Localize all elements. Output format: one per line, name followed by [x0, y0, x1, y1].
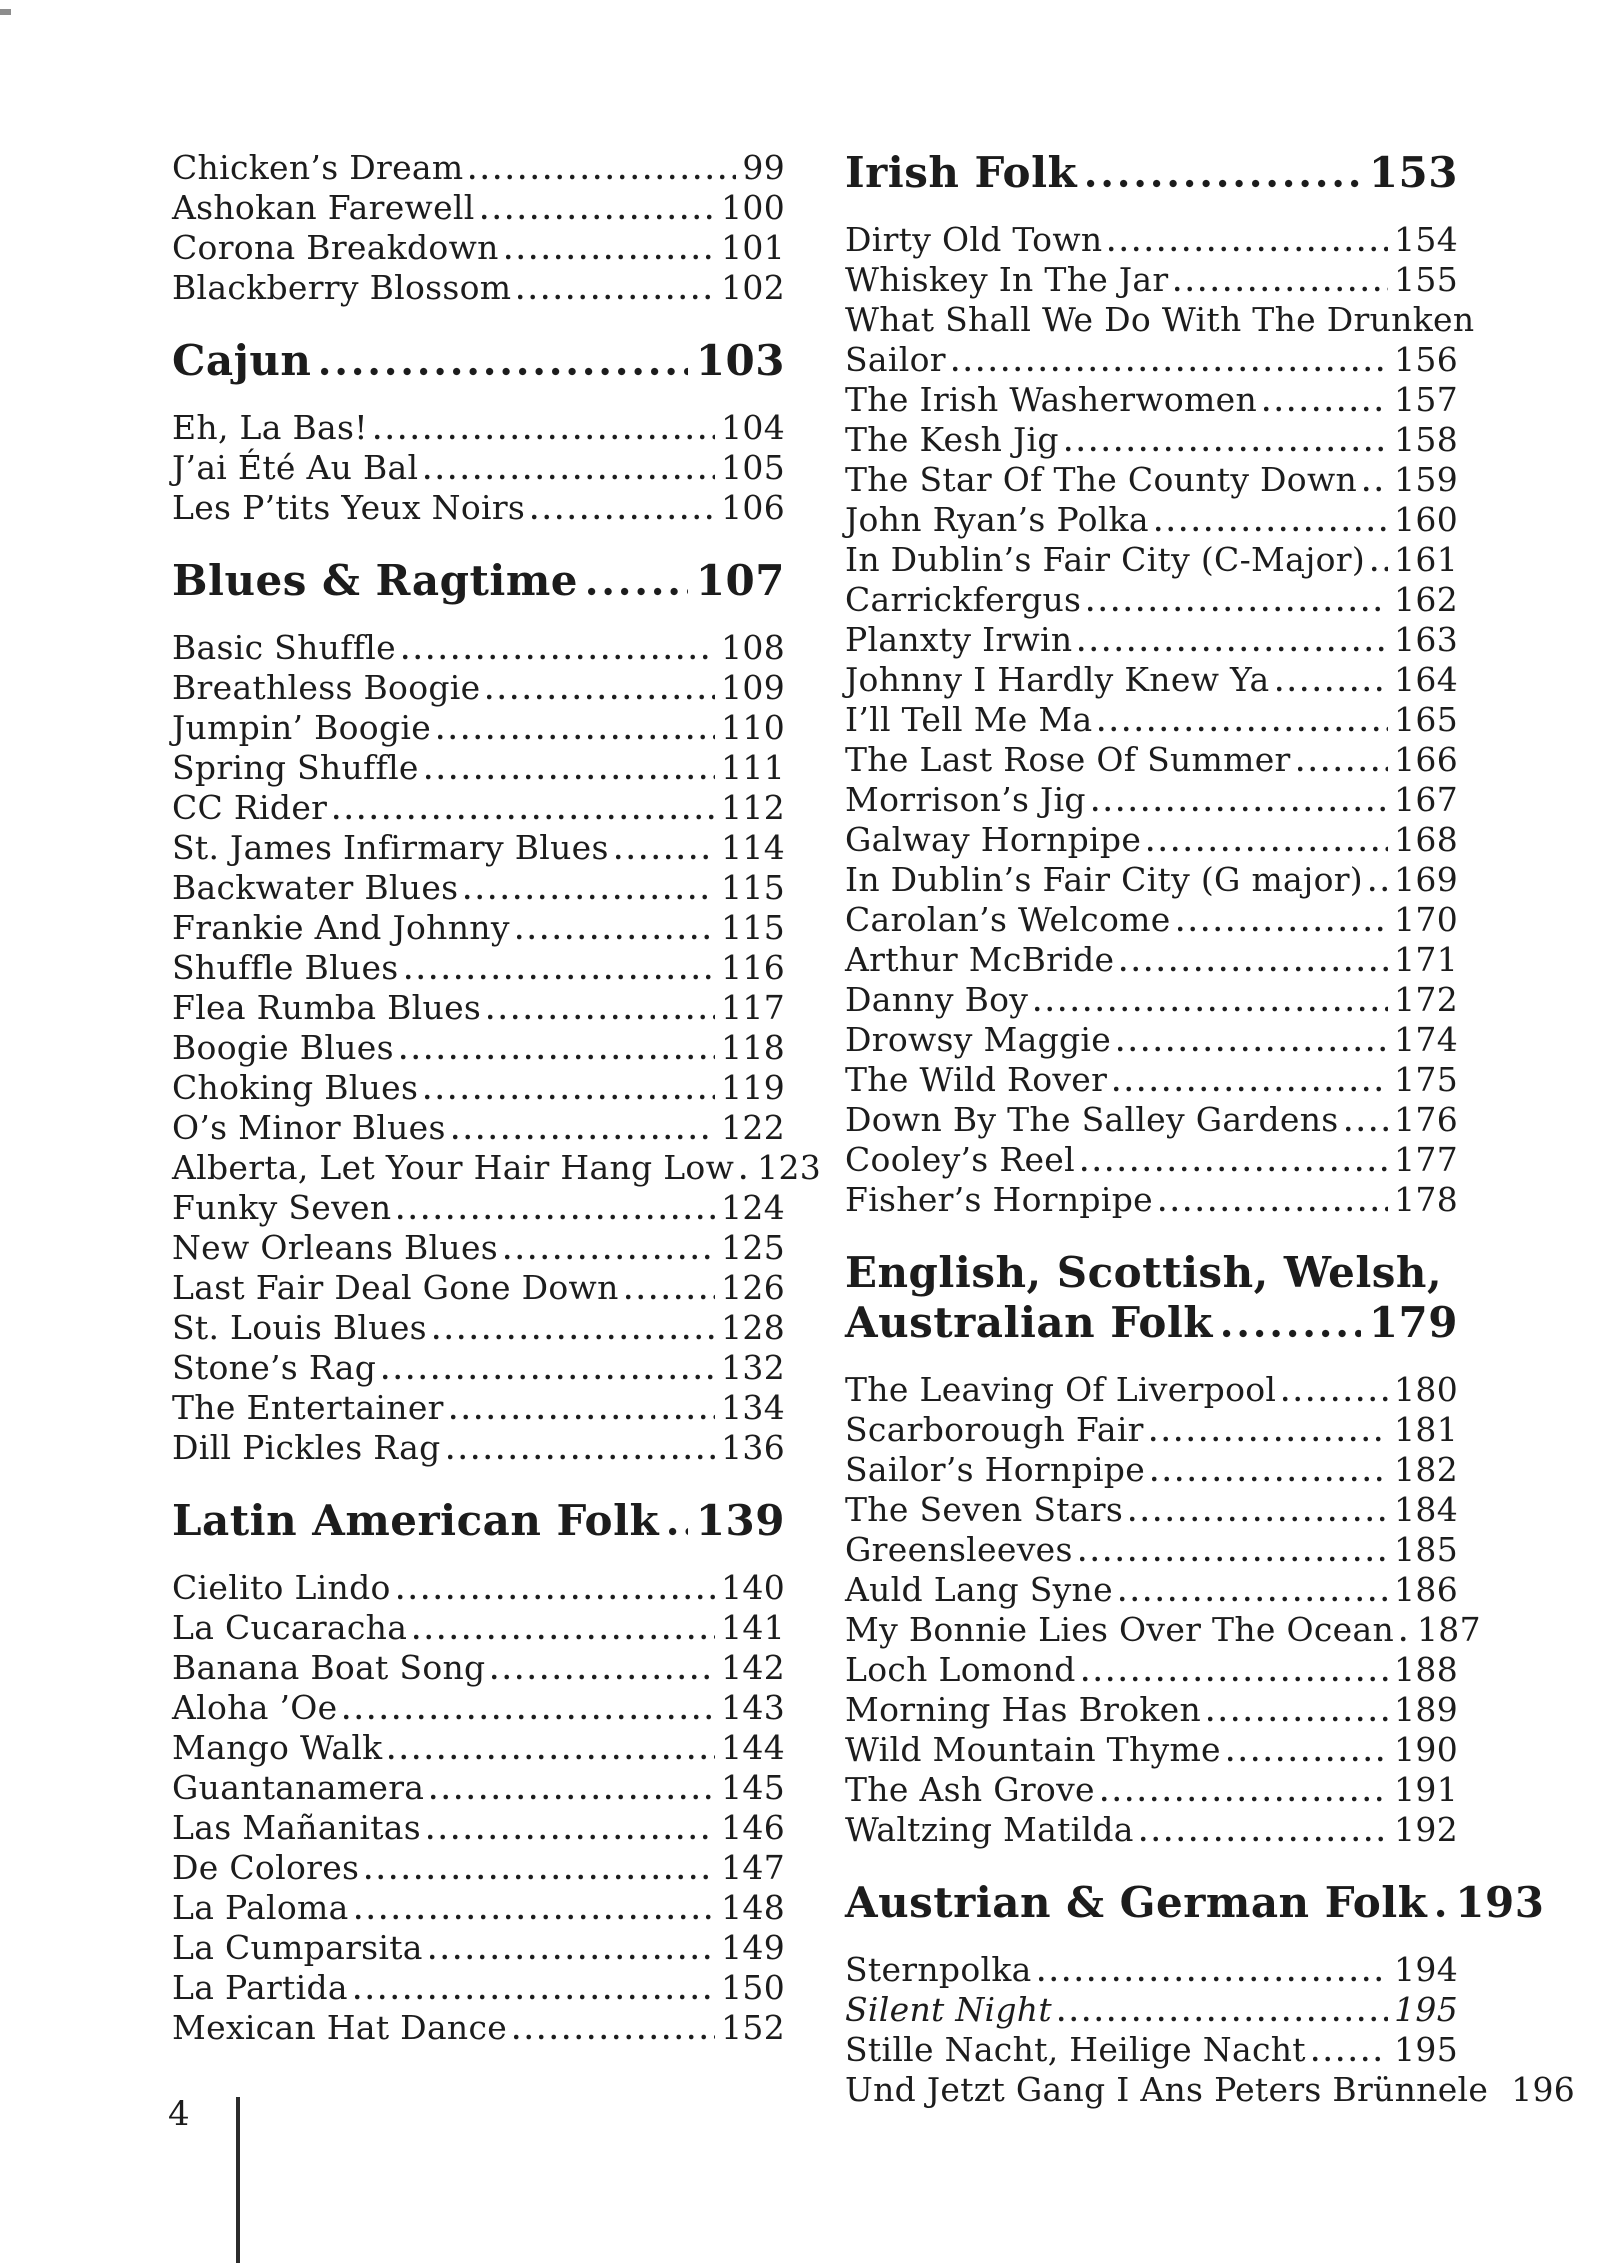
entry-page-number: 115	[721, 868, 785, 907]
entry-page-number: 164	[1394, 660, 1458, 699]
toc-entry	[845, 1950, 1458, 1990]
entry-page-number: 168	[1394, 820, 1458, 859]
section-title: Austrian & German Folk	[845, 1878, 1428, 1927]
entry-title: Sailor	[845, 340, 946, 379]
toc-entry	[172, 1308, 785, 1348]
entry-page-number: 191	[1394, 1770, 1458, 1809]
entry-page-number: 170	[1394, 900, 1458, 939]
entry-page-number: 187	[1417, 1610, 1481, 1649]
section-title: Irish Folk	[845, 148, 1078, 197]
entry-title: Waltzing Matilda	[845, 1810, 1134, 1849]
section-entries	[172, 408, 785, 528]
entry-page-number: 123	[757, 1148, 822, 1187]
entry-page-number: 148	[721, 1888, 785, 1927]
entry-title: Sailor’s Hornpipe	[845, 1450, 1146, 1489]
section-heading-line	[172, 336, 785, 386]
entry-page-number: 165	[1394, 700, 1458, 739]
entry-page-number: 181	[1394, 1410, 1458, 1449]
entry-page-number: 104	[721, 408, 785, 447]
entry-page-number: 136	[721, 1428, 785, 1467]
entry-title: J’ai Été Au Bal	[172, 448, 419, 487]
section-title: Australian Folk	[845, 1298, 1213, 1347]
section-heading	[845, 148, 1458, 198]
entry-title: John Ryan’s Polka	[845, 500, 1149, 539]
entry-page-number: 117	[721, 988, 785, 1027]
entry-page-number: 180	[1394, 1370, 1458, 1409]
entry-page-number: 116	[721, 948, 785, 987]
section-page-number: 107	[695, 556, 785, 605]
toc-entry	[845, 500, 1458, 540]
entry-page-number: 132	[721, 1348, 785, 1387]
toc-entry	[172, 628, 785, 668]
entry-page-number: 152	[721, 2008, 785, 2047]
entry-page-number: 159	[1394, 460, 1458, 499]
toc-entry	[172, 1768, 785, 1808]
section-heading-line	[845, 148, 1458, 198]
entry-title: Ashokan Farewell	[172, 188, 475, 227]
toc-entry	[845, 1770, 1458, 1810]
entry-title: New Orleans Blues	[172, 1228, 499, 1267]
toc-entry	[845, 1410, 1458, 1450]
entry-page-number: 188	[1394, 1650, 1458, 1689]
entry-title: La Cucaracha	[172, 1608, 408, 1647]
entry-title: Stille Nacht, Heilige Nacht	[845, 2030, 1306, 2069]
entry-page-number: 166	[1394, 740, 1458, 779]
entry-page-number: 160	[1394, 500, 1458, 539]
toc-entry	[845, 1610, 1481, 1650]
entry-title: The Star Of The County Down	[845, 460, 1358, 499]
section-title: Latin American Folk	[172, 1496, 660, 1545]
entry-title: Drowsy Maggie	[845, 1020, 1112, 1059]
entry-title: CC Rider	[172, 788, 328, 827]
entry-page-number: 128	[721, 1308, 785, 1347]
toc-entry	[172, 1848, 785, 1888]
entry-page-number: 156	[1394, 340, 1458, 379]
entry-title: De Colores	[172, 1848, 360, 1887]
entry-title: Basic Shuffle	[172, 628, 396, 667]
section-entries	[172, 148, 785, 308]
entry-page-number: 106	[721, 488, 785, 527]
entry-title: Shuffle Blues	[172, 948, 399, 987]
entry-title: La Cumparsita	[172, 1928, 423, 1967]
entry-page-number: 189	[1394, 1690, 1458, 1729]
entry-title: Breathless Boogie	[172, 668, 481, 707]
entry-title: Banana Boat Song	[172, 1648, 486, 1687]
entry-page-number: 118	[721, 1028, 785, 1067]
entry-title: Sternpolka	[845, 1950, 1032, 1989]
entry-page-number: 143	[721, 1688, 785, 1727]
entry-page-number: 171	[1394, 940, 1458, 979]
toc-entry	[845, 1020, 1458, 1060]
entry-title: Eh, La Bas!	[172, 408, 368, 447]
entry-title: La Partida	[172, 1968, 348, 2007]
entry-title: Stone’s Rag	[172, 1348, 377, 1387]
entry-page-number: 119	[721, 1068, 785, 1107]
section-entries	[845, 1370, 1481, 1850]
toc-entry	[172, 788, 785, 828]
entry-title: Las Mañanitas	[172, 1808, 421, 1847]
toc-entry	[172, 1068, 785, 1108]
entry-title: La Paloma	[172, 1888, 349, 1927]
entry-page-number: 108	[721, 628, 785, 667]
toc-entry	[172, 1728, 785, 1768]
toc-entry	[845, 1650, 1458, 1690]
toc-entry	[845, 820, 1458, 860]
toc-entry	[172, 1108, 785, 1148]
toc-entry	[172, 668, 785, 708]
entry-title: My Bonnie Lies Over The Ocean	[845, 1610, 1395, 1649]
entry-page-number: 194	[1394, 1950, 1458, 1989]
toc-entry	[172, 948, 785, 988]
toc-entry	[845, 540, 1458, 580]
entry-title: Mango Walk	[172, 1728, 383, 1767]
entry-page-number: 175	[1394, 1060, 1458, 1099]
entry-page-number: 157	[1394, 380, 1458, 419]
toc-entry	[172, 188, 785, 228]
toc-entry	[172, 908, 785, 948]
section-page-number: 139	[695, 1496, 785, 1545]
entry-title: Carolan’s Welcome	[845, 900, 1171, 939]
toc-entry	[845, 1570, 1458, 1610]
entry-page-number: 185	[1394, 1530, 1458, 1569]
toc-entry	[845, 940, 1458, 980]
entry-page-number: 115	[721, 908, 785, 947]
entry-title: O’s Minor Blues	[172, 1108, 446, 1147]
entry-page-number: 149	[721, 1928, 785, 1967]
toc-entry	[845, 580, 1458, 620]
entry-title: Fisher’s Hornpipe	[845, 1180, 1153, 1219]
entry-title: Backwater Blues	[172, 868, 459, 907]
scan-artifact-mark	[0, 9, 11, 15]
toc-entry	[845, 220, 1458, 260]
entry-page-number: 158	[1394, 420, 1458, 459]
entry-page-number: 142	[721, 1648, 785, 1687]
entry-page-number: 196	[1511, 2070, 1576, 2109]
entry-title: Morrison’s Jig	[845, 780, 1086, 819]
entry-page-number: 100	[721, 188, 785, 227]
entry-page-number: 195	[1394, 1990, 1458, 2029]
section-heading-line	[845, 1248, 1458, 1298]
entry-title: Down By The Salley Gardens	[845, 1100, 1339, 1139]
toc-entry	[172, 1228, 785, 1268]
toc-entry	[845, 900, 1458, 940]
section-entries	[172, 628, 822, 1468]
entry-title: Guantanamera	[172, 1768, 425, 1807]
toc-entry	[845, 380, 1458, 420]
toc-entry	[172, 488, 785, 528]
toc-entry	[845, 1450, 1458, 1490]
entry-page-number: 163	[1394, 620, 1458, 659]
entry-title: Les P’tits Yeux Noirs	[172, 488, 526, 527]
toc-entry	[172, 408, 785, 448]
entry-title: Aloha ’Oe	[172, 1688, 338, 1727]
entry-page-number: 144	[721, 1728, 785, 1767]
entry-page-number: 145	[721, 1768, 785, 1807]
entry-title: The Kesh Jig	[845, 420, 1059, 459]
entry-title: The Last Rose Of Summer	[845, 740, 1291, 779]
entry-title: Arthur McBride	[845, 940, 1115, 979]
entry-page-number: 111	[721, 748, 785, 787]
toc-entry	[845, 460, 1458, 500]
entry-page-number: 134	[721, 1388, 785, 1427]
toc-entry	[845, 740, 1458, 780]
entry-page-number: 122	[721, 1108, 785, 1147]
entry-page-number: 125	[721, 1228, 785, 1267]
entry-page-number: 190	[1394, 1730, 1458, 1769]
entry-title: Cooley’s Reel	[845, 1140, 1075, 1179]
toc-entry	[172, 2008, 785, 2048]
toc-entry	[845, 980, 1458, 1020]
toc-entry	[172, 1888, 785, 1928]
entry-title: Wild Mountain Thyme	[845, 1730, 1221, 1769]
entry-title: The Entertainer	[172, 1388, 444, 1427]
section-heading	[172, 1496, 785, 1546]
toc-entry	[172, 828, 785, 868]
entry-title: The Irish Washerwomen	[845, 380, 1258, 419]
entry-title: St. Louis Blues	[172, 1308, 427, 1347]
section-heading	[845, 1248, 1458, 1348]
section-entries	[172, 1568, 785, 2048]
toc-entry	[845, 1530, 1458, 1570]
section-heading	[172, 336, 785, 386]
toc-entry	[845, 1690, 1458, 1730]
toc-entry	[172, 268, 785, 308]
toc-entry	[172, 1928, 785, 1968]
footer-rule	[236, 2097, 240, 2263]
entry-title: Und Jetzt Gang I Ans Peters Brünnele	[845, 2070, 1489, 2109]
entry-title: Cielito Lindo	[172, 1568, 391, 1607]
toc-entry	[845, 1370, 1458, 1410]
toc-entry	[172, 1268, 785, 1308]
toc-entry	[845, 1810, 1458, 1850]
toc-entry	[845, 2070, 1576, 2110]
section-page-number: 193	[1455, 1878, 1545, 1927]
toc-column-right	[845, 148, 1576, 2110]
entry-page-number: 174	[1394, 1020, 1458, 1059]
entry-title: Corona Breakdown	[172, 228, 499, 267]
entry-page-number: 169	[1394, 860, 1458, 899]
entry-page-number: 110	[721, 708, 785, 747]
entry-title: Danny Boy	[845, 980, 1029, 1019]
toc-entry	[172, 1188, 785, 1228]
toc-columns	[172, 148, 1576, 2110]
toc-entry	[172, 1808, 785, 1848]
entry-page-number: 126	[721, 1268, 785, 1307]
entry-title: In Dublin’s Fair City (C-Major)	[845, 540, 1366, 579]
page-number: 4	[168, 2094, 190, 2134]
toc-entry	[845, 780, 1458, 820]
entry-title: Scarborough Fair	[845, 1410, 1144, 1449]
toc-entry	[172, 1348, 785, 1388]
entry-page-number: 161	[1394, 540, 1458, 579]
entry-title: Spring Shuffle	[172, 748, 419, 787]
entry-title: Silent Night	[845, 1990, 1052, 2029]
entry-title: Chicken’s Dream	[172, 148, 464, 187]
entry-page-number: 109	[721, 668, 785, 707]
entry-page-number: 99	[742, 148, 785, 187]
entry-title: Auld Lang Syne	[845, 1570, 1113, 1609]
entry-page-number: 147	[721, 1848, 785, 1887]
entry-title: Dirty Old Town	[845, 220, 1103, 259]
toc-entry	[172, 228, 785, 268]
entry-page-number: 176	[1394, 1100, 1458, 1139]
entry-page-number: 112	[721, 788, 785, 827]
entry-title: What Shall We Do With The Drunken	[845, 300, 1475, 339]
toc-entry	[845, 420, 1458, 460]
toc-entry-wrap-line	[845, 300, 1475, 340]
toc-entry	[845, 1100, 1458, 1140]
section-heading	[172, 556, 785, 606]
entry-title: Alberta, Let Your Hair Hang Low	[172, 1148, 735, 1187]
entry-page-number: 182	[1394, 1450, 1458, 1489]
toc-entry	[845, 1730, 1458, 1770]
section-entries	[845, 220, 1475, 1220]
entry-page-number: 186	[1394, 1570, 1458, 1609]
toc-entry	[845, 1140, 1458, 1180]
entry-title: The Wild Rover	[845, 1060, 1108, 1099]
entry-title: Funky Seven	[172, 1188, 392, 1227]
entry-page-number: 102	[721, 268, 785, 307]
entry-page-number: 146	[721, 1808, 785, 1847]
toc-entry	[172, 1148, 822, 1188]
toc-entry	[172, 1568, 785, 1608]
entry-page-number: 172	[1394, 980, 1458, 1019]
section-title: Cajun	[172, 336, 312, 385]
entry-title: The Leaving Of Liverpool	[845, 1370, 1277, 1409]
toc-entry	[172, 1648, 785, 1688]
entry-title: Boogie Blues	[172, 1028, 394, 1067]
entry-title: Blackberry Blossom	[172, 268, 512, 307]
entry-title: Carrickfergus	[845, 580, 1082, 619]
entry-title: The Seven Stars	[845, 1490, 1124, 1529]
entry-page-number: 114	[721, 828, 785, 867]
toc-entry	[172, 1608, 785, 1648]
toc-column-left	[172, 148, 822, 2110]
toc-entry	[845, 1990, 1458, 2030]
entry-page-number: 178	[1394, 1180, 1458, 1219]
entry-page-number: 184	[1394, 1490, 1458, 1529]
toc-entry	[172, 1388, 785, 1428]
toc-entry	[845, 340, 1458, 380]
entry-title: Johnny I Hardly Knew Ya	[845, 660, 1270, 699]
section-heading-line	[172, 556, 785, 606]
section-heading-line	[172, 1496, 785, 1546]
section-page-number: 153	[1368, 148, 1458, 197]
entry-page-number: 141	[721, 1608, 785, 1647]
toc-entry	[172, 1688, 785, 1728]
entry-title: Galway Hornpipe	[845, 820, 1142, 859]
section-page-number: 179	[1368, 1298, 1458, 1347]
entry-page-number: 177	[1394, 1140, 1458, 1179]
entry-page-number: 101	[721, 228, 785, 267]
toc-entry	[172, 1028, 785, 1068]
section-heading	[845, 1878, 1545, 1928]
toc-entry	[845, 260, 1458, 300]
entry-page-number: 167	[1394, 780, 1458, 819]
entry-title: Last Fair Deal Gone Down	[172, 1268, 619, 1307]
entry-title: St. James Infirmary Blues	[172, 828, 609, 867]
entry-title: Planxty Irwin	[845, 620, 1073, 659]
toc-entry	[172, 148, 785, 188]
toc-entry	[172, 708, 785, 748]
toc-entry	[845, 860, 1458, 900]
entry-page-number: 150	[721, 1968, 785, 2007]
entry-title: Morning Has Broken	[845, 1690, 1202, 1729]
entry-page-number: 192	[1394, 1810, 1458, 1849]
entry-page-number: 154	[1394, 220, 1458, 259]
toc-entry	[845, 1060, 1458, 1100]
entry-title: Mexican Hat Dance	[172, 2008, 508, 2047]
section-heading-line	[845, 1298, 1458, 1348]
entry-page-number: 155	[1394, 260, 1458, 299]
entry-page-number: 162	[1394, 580, 1458, 619]
toc-entry	[845, 700, 1458, 740]
toc-entry	[845, 2030, 1458, 2070]
entry-page-number: 140	[721, 1568, 785, 1607]
entry-page-number: 195	[1394, 2030, 1458, 2069]
section-title: Blues & Ragtime	[172, 556, 578, 605]
toc-entry	[845, 660, 1458, 700]
toc-entry	[845, 1180, 1458, 1220]
toc-entry	[172, 1968, 785, 2008]
entry-title: Dill Pickles Rag	[172, 1428, 441, 1467]
entry-page-number: 105	[721, 448, 785, 487]
section-heading-line	[845, 1878, 1545, 1928]
toc-entry	[172, 988, 785, 1028]
toc-entry	[845, 1490, 1458, 1530]
section-title: English, Scottish, Welsh,	[845, 1248, 1443, 1297]
entry-title: Choking Blues	[172, 1068, 419, 1107]
entry-title: Whiskey In The Jar	[845, 260, 1169, 299]
entry-page-number: 124	[721, 1188, 785, 1227]
entry-title: Greensleeves	[845, 1530, 1073, 1569]
section-page-number: 103	[695, 336, 785, 385]
entry-title: In Dublin’s Fair City (G major)	[845, 860, 1363, 899]
entry-title: I’ll Tell Me Ma	[845, 700, 1093, 739]
toc-entry	[172, 868, 785, 908]
toc-entry	[172, 1428, 785, 1468]
toc-entry	[845, 620, 1458, 660]
entry-title: Flea Rumba Blues	[172, 988, 482, 1027]
toc-entry	[172, 748, 785, 788]
section-entries	[845, 1950, 1576, 2110]
entry-title: Frankie And Johnny	[172, 908, 510, 947]
entry-title: Loch Lomond	[845, 1650, 1076, 1689]
toc-entry	[172, 448, 785, 488]
entry-title: The Ash Grove	[845, 1770, 1095, 1809]
entry-title: Jumpin’ Boogie	[172, 708, 432, 747]
